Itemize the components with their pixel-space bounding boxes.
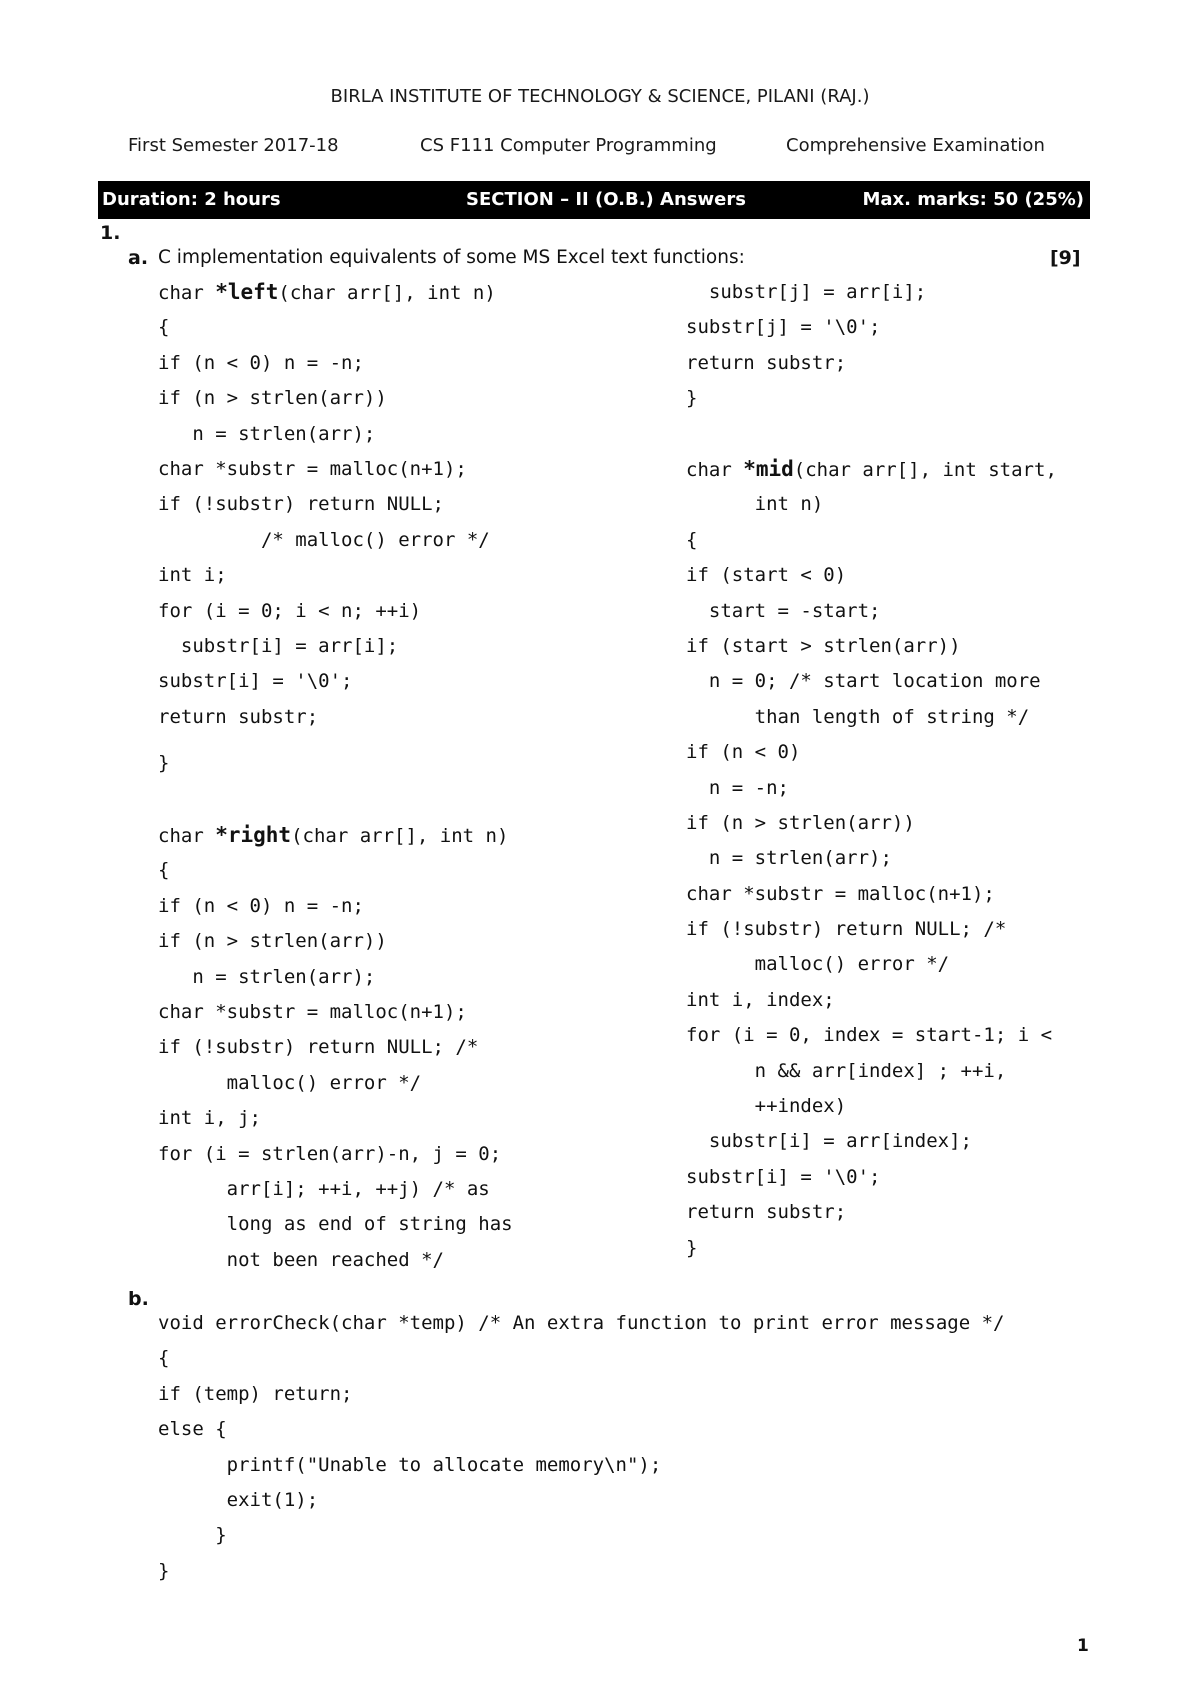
code-line: if (!substr) return NULL; /* — [686, 918, 1007, 941]
code-line: if (n < 0) n = -n; — [158, 351, 364, 374]
code-line: ++index) — [686, 1095, 847, 1118]
section-label: SECTION – II (O.B.) Answers — [466, 189, 746, 210]
code-line: { — [158, 859, 170, 882]
code-line: n = strlen(arr); — [158, 965, 376, 988]
institute-title: BIRLA INSTITUTE OF TECHNOLOGY & SCIENCE, PILANI (RAJ.) — [330, 86, 870, 107]
course-label: CS F111 Computer Programming — [420, 135, 717, 156]
code-line: else { — [158, 1418, 227, 1441]
code-line: n = 0; /* start location more — [686, 670, 1041, 693]
code-line: int n) — [686, 493, 824, 516]
code-part-b — [158, 1306, 1004, 1589]
code-line: substr[i] = '\0'; — [158, 670, 353, 693]
code-line: return substr; — [686, 351, 847, 374]
left-function-name: *left — [215, 280, 279, 304]
code-line: int i, index; — [686, 988, 835, 1011]
code-line: char *substr = malloc(n+1); — [158, 1000, 467, 1023]
code-line: start = -start; — [686, 599, 881, 622]
code-left-close — [158, 746, 169, 781]
code-line: arr[i]; ++i, ++j) /* as — [158, 1177, 490, 1200]
mid-function-signature: char *mid(char arr[], int start, — [686, 457, 1057, 481]
code-line: substr[i] = arr[index]; — [686, 1130, 972, 1153]
code-line: } — [686, 387, 698, 410]
code-line: than length of string */ — [686, 705, 1030, 728]
code-line: char *substr = malloc(n+1); — [158, 457, 467, 480]
code-line: /* malloc() error */ — [158, 528, 490, 551]
code-line: } — [158, 752, 170, 774]
right-function-name: *right — [215, 823, 292, 847]
code-line: } — [158, 1524, 227, 1547]
part-b-label: b. — [128, 1288, 149, 1310]
code-line: { — [158, 316, 170, 339]
exam-info-bar — [98, 181, 1090, 219]
max-marks-label: Max. marks: 50 (25%) — [862, 189, 1084, 210]
code-line: int i; — [158, 564, 227, 587]
exam-label: Comprehensive Examination — [786, 135, 1045, 156]
code-left-function — [158, 275, 496, 735]
code-line: if (start > strlen(arr)) — [686, 634, 961, 657]
code-line: if (start < 0) — [686, 564, 847, 587]
code-right-continuation — [686, 275, 926, 417]
code-line: for (i = 0; i < n; ++i) — [158, 599, 422, 622]
code-right-function — [158, 818, 513, 1278]
code-line: substr[j] = arr[i]; — [686, 281, 927, 303]
code-line: if (n < 0) n = -n; — [158, 894, 364, 917]
code-line: n = -n; — [686, 776, 789, 799]
left-function-signature: char *left(char arr[], int n) — [158, 280, 496, 304]
question-number: 1. — [100, 222, 121, 244]
mid-function-name: *mid — [743, 457, 794, 481]
code-line: if (!substr) return NULL; — [158, 493, 444, 516]
duration-label: Duration: 2 hours — [102, 189, 281, 210]
code-line: int i, j; — [158, 1107, 261, 1130]
code-line: substr[i] = '\0'; — [686, 1165, 881, 1188]
code-line: n && arr[index] ; ++i, — [686, 1059, 1007, 1082]
code-line: void errorCheck(char *temp) /* An extra function to print error message */ — [158, 1312, 1005, 1334]
code-line: if (n > strlen(arr)) — [158, 387, 387, 410]
code-line: return substr; — [686, 1201, 847, 1224]
code-line: } — [158, 1559, 170, 1582]
code-line: if (n > strlen(arr)) — [158, 930, 387, 953]
code-line: printf("Unable to allocate memory\n"); — [158, 1453, 662, 1476]
code-line: if (!substr) return NULL; /* — [158, 1036, 479, 1059]
code-line: if (n < 0) — [686, 741, 801, 764]
code-line: not been reached */ — [158, 1248, 444, 1271]
code-line: n = strlen(arr); — [158, 422, 376, 445]
code-line: { — [158, 1347, 170, 1370]
code-line: exit(1); — [158, 1488, 319, 1511]
code-line: long as end of string has — [158, 1213, 513, 1236]
part-a-marks: [9] — [1050, 247, 1081, 269]
semester-label: First Semester 2017-18 — [128, 135, 339, 156]
code-line: { — [686, 528, 698, 551]
code-line: n = strlen(arr); — [686, 847, 892, 870]
code-line: substr[j] = '\0'; — [686, 316, 881, 339]
page-number: 1 — [1077, 1636, 1089, 1656]
code-line: malloc() error */ — [158, 1071, 422, 1094]
code-line: if (temp) return; — [158, 1382, 353, 1405]
code-line: } — [686, 1236, 698, 1259]
code-line: substr[i] = arr[i]; — [158, 634, 399, 657]
part-a-text: C implementation equivalents of some MS Excel text functions: — [158, 247, 745, 268]
code-line: for (i = 0, index = start-1; i < — [686, 1024, 1053, 1047]
code-line: return substr; — [158, 705, 319, 728]
right-function-signature: char *right(char arr[], int n) — [158, 823, 509, 847]
code-line: malloc() error */ — [686, 953, 950, 976]
code-line: char *substr = malloc(n+1); — [686, 882, 995, 905]
code-mid-function — [686, 452, 1057, 1266]
code-line: for (i = strlen(arr)-n, j = 0; — [158, 1142, 502, 1165]
code-line: if (n > strlen(arr)) — [686, 811, 915, 834]
part-a-label: a. — [128, 247, 149, 269]
